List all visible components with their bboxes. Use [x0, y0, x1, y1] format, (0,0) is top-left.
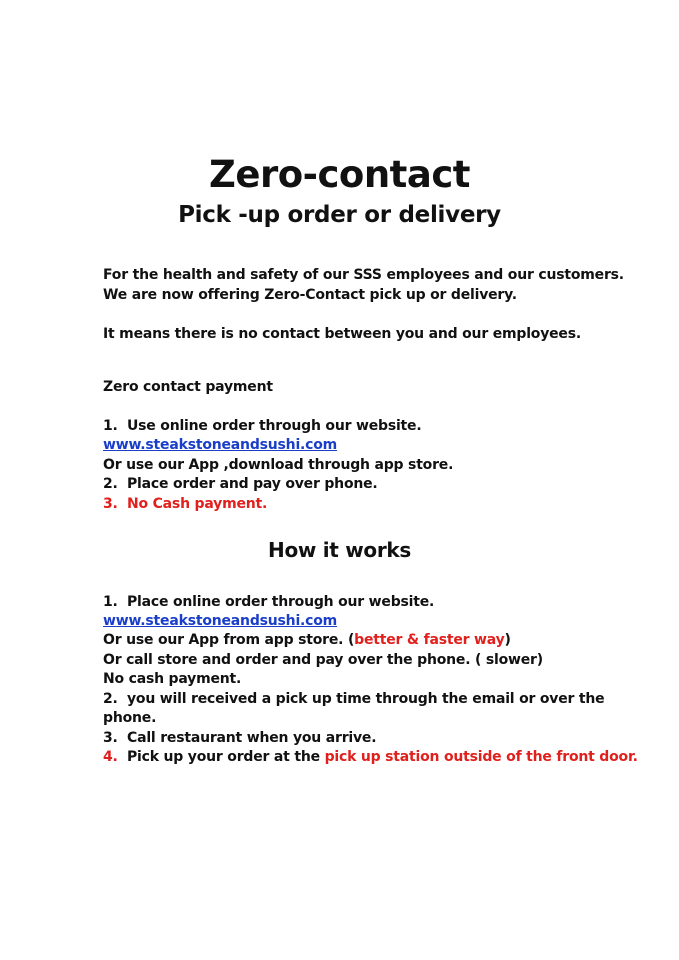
- step-4-highlight: pick up station outside of the front door.: [324, 749, 638, 765]
- payment-item-3-text: No Cash payment.: [127, 496, 268, 512]
- app-line-highlight: better & faster way: [354, 632, 505, 648]
- intro-line-3: It means there is no contact between you and our employees.: [103, 326, 581, 342]
- payment-item-1: [103, 417, 421, 436]
- payment-item-2-number: 2.: [103, 476, 118, 492]
- step-3: [103, 729, 376, 748]
- page-title: Zero-contact: [209, 153, 470, 196]
- step-1-text: Place online order through our website.: [127, 594, 435, 610]
- intro-line-1: For the health and safety of our SSS employees and our customers.: [103, 267, 624, 283]
- app-line-prefix: Or use our App from app store. (: [103, 632, 355, 648]
- app-line: [103, 631, 511, 650]
- step-4: [103, 748, 638, 767]
- no-cash-line: No cash payment.: [103, 671, 242, 687]
- payment-item-1-number: 1.: [103, 418, 118, 434]
- payment-item-3: [103, 495, 267, 514]
- step-4-prefix: Pick up your order at the: [127, 749, 325, 765]
- payment-item-2-text: Place order and pay over phone.: [127, 476, 378, 492]
- step-3-number: 3.: [103, 730, 118, 746]
- step-2: [103, 690, 604, 709]
- payment-heading: Zero contact payment: [103, 379, 273, 395]
- step-2-text-a: you will received a pick up time through the email or over the: [127, 691, 605, 707]
- step-4-number: 4.: [103, 749, 118, 765]
- payment-item-2: [103, 475, 378, 494]
- how-website-link[interactable]: www.steakstoneandsushi.com: [103, 613, 338, 629]
- payment-item-1-text: Use online order through our website.: [127, 418, 422, 434]
- page-subtitle: Pick -up order or delivery: [178, 202, 501, 228]
- call-line: Or call store and order and pay over the phone. ( slower): [103, 652, 543, 668]
- payment-website-link[interactable]: www.steakstoneandsushi.com: [103, 437, 338, 453]
- how-it-works-heading: How it works: [268, 538, 411, 562]
- step-2-text-b: phone.: [103, 710, 157, 726]
- app-line-suffix: ): [504, 632, 511, 648]
- step-3-text: Call restaurant when you arrive.: [127, 730, 377, 746]
- step-1-number: 1.: [103, 594, 118, 610]
- step-2-number: 2.: [103, 691, 118, 707]
- payment-app-line: Or use our App ,download through app store.: [103, 457, 454, 473]
- payment-item-3-number: 3.: [103, 496, 118, 512]
- step-1: [103, 593, 434, 612]
- intro-line-2: We are now offering Zero-Contact pick up or delivery.: [103, 287, 517, 303]
